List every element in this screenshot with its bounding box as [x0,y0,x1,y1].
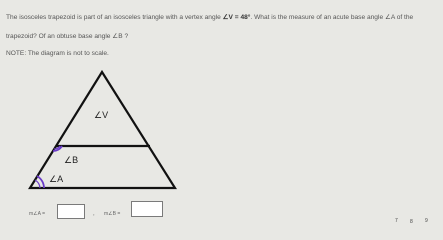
keypad-key-7[interactable]: 7 [395,218,398,224]
angle-a-label: ∠A [49,174,64,184]
question-text-start: The isosceles trapezoid is part of an isosceles triangle with a vertex angle [6,14,221,21]
diagram-note: NOTE: The diagram is not to scale. [6,50,109,57]
angle-b-answer-input[interactable] [131,201,163,217]
question-text-end: . What is the measure of an acute base angle ∠A of the [250,14,414,21]
angle-a-answer-label: m∠A = [29,211,46,217]
triangle-outline [30,72,175,188]
keypad-key-9[interactable]: 9 [425,218,428,224]
angle-a-answer-input[interactable] [57,204,85,219]
question-line-2: trapezoid? Of an obtuse base angle ∠B ? [6,33,129,40]
keypad-key-8[interactable]: 8 [410,219,413,225]
angle-b-answer-label: m∠B = [104,211,121,217]
angle-b-label: ∠B [64,155,79,165]
answer-separator: , [93,211,95,217]
angle-a-arc-inner [35,180,40,188]
vertex-angle-expression: ∠V = 48° [222,14,251,21]
angle-v-label: ∠V [94,110,109,120]
